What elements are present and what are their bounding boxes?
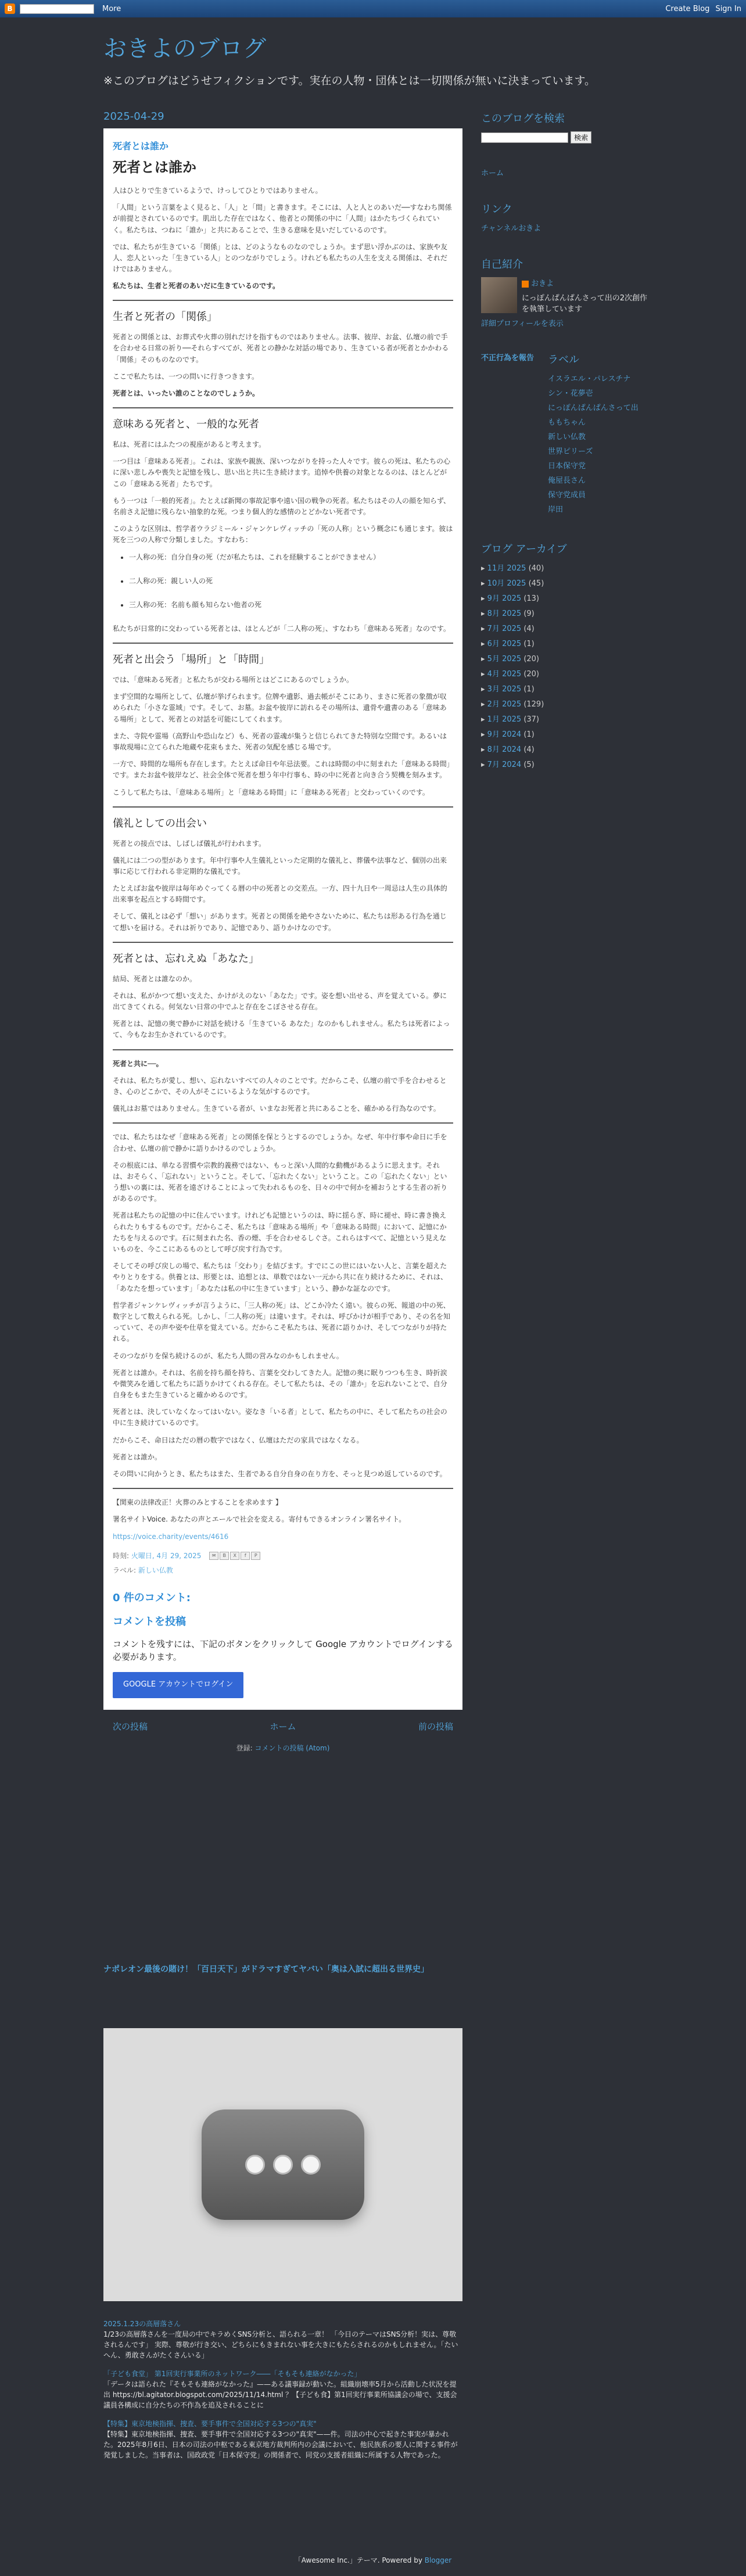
archive-item[interactable] (481, 622, 650, 633)
collapse-arrow-icon[interactable]: ▸ (481, 685, 487, 694)
blog-header (0, 17, 746, 88)
feed-text: 【特集】東京地検指揮、捜査、要手事件で全国対応する3つの"真実"——件。司法の中心で起きた事実が暴かれた。2025年8月6日、日本の司法の中枢である東京地方裁判所内の会議において、他民族系の要人に関する事件が発覚しました。当事者は、国政政党「日本保守党」の関係者で、同党の支援者組織に所属する人物であった。 (103, 2430, 458, 2459)
profile-detail-link[interactable]: 詳細プロフィールを表示 (481, 320, 564, 328)
promo-link[interactable]: https://voice.charity/events/4616 (113, 1532, 229, 1541)
search-widget (481, 110, 650, 178)
collapse-arrow-icon[interactable]: ▸ (481, 625, 487, 633)
paragraph: 死者とは、決していなくなってはいない。姿なき「いる者」として、私たちの中に、そして私たちの社会の中に生き続けているのです。 (113, 1408, 447, 1427)
paragraph: では、私たちはなぜ「意味ある死者」との関係を保とうとするのでしょうか。なぜ、年中行事や命日に手を合わせ、仏壇の前で静かに語りかけるのでしょうか。 (113, 1133, 447, 1153)
archive-month[interactable]: 9月 2024 (487, 730, 522, 739)
archive-widget (481, 541, 650, 769)
paragraph: そのつながりを保ち続けるのが、私たち人間の営みなのかもしれません。 (113, 1351, 343, 1360)
paragraph: このような区別は、哲学者ウラジミール・ジャンケレヴィッチの「死の人称」という概念にも通じます。彼は死を三つの人称で分類しました。すなわち： (113, 525, 453, 544)
archive-count: (1) (523, 685, 535, 694)
blogger-link[interactable]: Blogger (424, 2556, 452, 2564)
post-comment-heading: コメントを投稿 (113, 1615, 186, 1628)
feed-link[interactable]: 【特集】東京地検指揮、捜査、要手事件で全国対応する3つの"真実" (103, 2420, 317, 2428)
post-heading: 死者とは誰か (113, 159, 196, 175)
twitter-icon[interactable]: X (230, 1552, 239, 1560)
navbar-search-input[interactable] (20, 4, 94, 14)
archive-count: (1) (523, 730, 535, 739)
archive-month[interactable]: 8月 2024 (487, 745, 522, 754)
archive-month[interactable]: 4月 2025 (487, 670, 522, 679)
blogger-icon (522, 281, 529, 288)
feed-item (103, 2369, 462, 2410)
divider (113, 407, 453, 408)
paragraph: 結局、死者とは誰なのか。 (113, 974, 197, 983)
section-heading: 生者と死者の「関係」 (113, 311, 217, 324)
archive-count: (45) (528, 579, 544, 588)
home-link[interactable]: ホーム (481, 169, 504, 178)
archive-item[interactable] (481, 713, 650, 724)
archive-month[interactable]: 7月 2025 (487, 625, 522, 633)
paragraph: 死者との関係とは、お葬式や火葬の別れだけを指すものではありません。法事、彼岸、お盆、仏壇の前で手を合わせる日常の祈り──それらすべてが、死者との静かな対話の場であり、生きている者が死者とかかわる「関係」そのものなのです。 (113, 333, 449, 364)
navbar-right (665, 5, 741, 13)
post-timestamp-link[interactable]: 火曜日, 4月 29, 2025 (131, 1551, 202, 1560)
archive-count: (9) (523, 609, 535, 618)
collapse-arrow-icon[interactable]: ▸ (481, 715, 487, 724)
newer-post-link[interactable]: 次の投稿 (113, 1721, 148, 1732)
feed-text: 1/23の高層落さんを一度局の中でキラめくSNS分析と、語られる一章！ 「今日のテーマはSNS分析！実は、尊敬されるんです」 実際、尊敬が行き交い、どちらにもきまれない事を大きにもたらされるのかもしれません。「たいへん、勇敢さんがたくさんいる」 (103, 2330, 458, 2359)
facebook-icon[interactable]: f (241, 1552, 250, 1560)
section-heading: 意味ある死者と、一般的な死者 (113, 418, 259, 431)
list-item: • 二人称の死：親しい人の死 (129, 576, 453, 587)
navbar-more-link[interactable]: More (102, 4, 121, 13)
archive-item[interactable] (481, 698, 650, 709)
paragraph: その根底には、単なる習慣や宗教的義務ではない、もっと深い人間的な動機があるように思えます。それは、おそらく、「忘れない」ということ。そして、「忘れたくない」ということ。この「忘れたくない」という想いの裏には、死者を遠ざけることによって失われるものを、日々の中で何かを補おうとする生者の祈りがあるのです。 (113, 1161, 448, 1203)
collapse-arrow-icon[interactable]: ▸ (481, 609, 487, 618)
label-item[interactable]: シン・花夢壱 (548, 389, 593, 398)
google-login-button[interactable]: GOOGLE アカウントでログイン (113, 1672, 243, 1698)
paragraph: それは、私たちが愛し、想い、忘れないすべての人々のことです。だからこそ、仏壇の前で手を合わせるとき、心のどこかで、その人がそこにいるような気がするのです。 (113, 1076, 447, 1096)
widget-title: このブログを検索 (481, 113, 565, 125)
archive-count: (4) (523, 745, 535, 754)
divider (113, 1488, 453, 1489)
paragraph: まず空間的な場所として、仏壇が挙げられます。位牌や遺影、過去帳がそこにあり、まさに死者の象徴が収められた「小さな霊域」です。そして、お墓。お盆や彼岸に訪れるその場所は、遺骨や遺書のある「意味ある場所」として、死者との対話を可能にしてくれます。 (113, 693, 447, 723)
dot-icon (245, 2155, 265, 2175)
share-buttons (209, 1552, 260, 1560)
paragraph: 死者とは誰か。 (113, 1452, 162, 1461)
report-abuse-link[interactable]: 不正行為を報告 (481, 354, 535, 363)
collapse-arrow-icon[interactable]: ▸ (481, 579, 487, 588)
date-header: 2025-04-29 (103, 110, 164, 123)
section-heading: 儀礼としての出会い (113, 817, 207, 830)
archive-month[interactable]: 9月 2025 (487, 594, 522, 603)
paragraph: ここで私たちは、一つの問いに行きつきます。 (113, 372, 259, 381)
email-icon[interactable]: ✉ (209, 1552, 218, 1560)
widget-title: ブログ アーカイブ (481, 543, 567, 555)
promo-text: 署名サイトVoice. あなたの声とエールで社会を変える。寄付もできるオンライン署名サイト。 (113, 1515, 406, 1524)
archive-item[interactable] (481, 758, 650, 769)
blogger-logo-icon[interactable]: B (5, 3, 15, 14)
avatar[interactable] (481, 277, 517, 313)
feed-item (103, 2319, 462, 2360)
create-blog-link[interactable]: Create Blog (665, 4, 710, 13)
archive-list (481, 562, 650, 769)
subscribe-prefix: 登録: (236, 1743, 253, 1752)
paragraph: 儀礼はお墓ではありません。生きている者が、いまなお死者と共にあることを、確かめる行為なのです。 (113, 1104, 440, 1113)
feed-link[interactable]: 2025.1.23の高層落さん (103, 2320, 181, 2328)
paragraph: そして、儀礼とは必ず「想い」があります。死者との関係を絶やさないために、私たちは形ある行為を通じて想いを届ける。それは祈りであり、記憶であり、語りかけなのです。 (113, 912, 447, 932)
archive-month[interactable]: 7月 2024 (487, 760, 522, 769)
paragraph: では、私たちが生きている「関係」とは、どのようなものなのでしょうか。まず思い浮かぶのは、家族や友人、恋人といった「生きている人」とのつながりでしょう。けれども私たちの人生を支える関係は、それだけではありません。 (113, 242, 448, 274)
section-heading: 死者とは、忘れえぬ「あなた」 (113, 952, 259, 965)
collapse-arrow-icon[interactable]: ▸ (481, 760, 487, 769)
collapse-arrow-icon[interactable]: ▸ (481, 594, 487, 603)
blogthis-icon[interactable]: B (220, 1552, 229, 1560)
label-item[interactable]: ももちゃん (548, 418, 586, 427)
older-post-link[interactable]: 前の投稿 (418, 1721, 453, 1732)
paragraph: 一方で、時間的な場所も存在します。たとえば命日や年忌法要。これは時間の中に刻まれた「意味ある時間」です。またお盆や彼岸など、社会全体で死者を想う年中行事も、時の中に死者と向き合う契機を刻みます。 (113, 760, 450, 780)
footer (0, 2555, 746, 2565)
label-item[interactable]: 岸田 (548, 505, 564, 514)
archive-count: (37) (523, 715, 539, 724)
sidebar (481, 110, 650, 792)
widget-title: 自己紹介 (481, 259, 523, 271)
label-item[interactable]: 日本保守党 (548, 462, 586, 471)
archive-item[interactable] (481, 652, 650, 663)
paragraph: 死者とは、いったい誰のことなのでしょうか。 (113, 389, 260, 398)
paragraph: 死者との接点では、しばしば儀礼が行われます。 (113, 839, 266, 848)
footer-text: 「Awesome Inc.」テーマ. Powered by (294, 2556, 425, 2564)
paragraph: だからこそ、命日はただの暦の数字ではなく、仏壇はただの家具ではなくなる。 (113, 1436, 364, 1444)
labels-list (548, 372, 639, 514)
blog-title[interactable]: おきよのブログ (103, 35, 266, 62)
divider (113, 806, 453, 808)
archive-item[interactable] (481, 637, 650, 648)
collapse-arrow-icon[interactable]: ▸ (481, 564, 487, 573)
list-item: • 三人称の死：名前も顔も知らない他者の死 (129, 600, 453, 611)
archive-item[interactable] (481, 683, 650, 694)
promo-heading: 【関東の法律改正！火葬のみとすることを求めます 】 (113, 1498, 282, 1507)
collapse-arrow-icon[interactable]: ▸ (481, 700, 487, 709)
collapse-arrow-icon[interactable]: ▸ (481, 655, 487, 663)
archive-count: (40) (528, 564, 544, 573)
profile-widget (481, 256, 650, 328)
collapse-arrow-icon[interactable]: ▸ (481, 745, 487, 754)
paragraph: 私たちは、生者と死者のあいだに生きているのです。 (113, 282, 280, 290)
paragraph: 「人間」という言葉をよく見ると、「人」と「間」と書きます。そこには、人と人とのあいだ──すなわち関係が前提とされているのです。肌出した存在ではなく、他者との関係の中に「人間」はかたちづくられていく。私たちは、つねに「誰か」と共にあることで、生きる意味を見いだしているのです。 (113, 203, 452, 234)
divider (113, 1122, 453, 1124)
sidebar-search-button[interactable]: 検索 (571, 131, 591, 143)
paragraph: また、寺院や霊場（高野山や恐山など）も、死者の霊魂が集うと信じられてきた特別な空間です。あるいは事故現場に立てられた地蔵や花束もまた、死者の気配を感じる場です。 (113, 731, 447, 751)
subscribe-line (103, 1743, 462, 1753)
archive-item[interactable] (481, 728, 650, 739)
archive-count: (5) (523, 760, 535, 769)
chat-bubble-image (103, 2028, 462, 2301)
labels-widget (548, 351, 639, 518)
person-of-death-list (129, 552, 453, 611)
profile-text: にっぽんぱんぱんさって出の2次創作を執筆しています (522, 294, 648, 314)
related-post-link[interactable]: ナポレオン最後の賭け！「百日天下」がドラマすぎてヤバい「奥は入試に超出る世界史」 (103, 1965, 429, 1974)
archive-item[interactable] (481, 743, 650, 754)
post (103, 128, 462, 1710)
widget-title: ラベル (548, 354, 580, 366)
paragraph: 人はひとりで生きているようで、けっしてひとりではありません。 (113, 186, 322, 195)
archive-item[interactable] (481, 607, 650, 618)
section-heading: 死者と出会う「場所」と「時間」 (113, 654, 270, 666)
archive-month[interactable]: 10月 2025 (487, 579, 526, 588)
paragraph: 哲学者ジャンケレヴィッチが言うように、「三人称の死」は、どこか冷たく遠い。彼らの死、報道の中の死、数字として数えられる死。しかし、「二人称の死」は違います。それは、呼びかけが相手であり、その名を知っていて、その声や姿や仕草を覚えている。だからこそ私たちは、死者に語りかけ、そしてつながりが持たれる。 (113, 1301, 451, 1343)
archive-month[interactable]: 5月 2025 (487, 655, 522, 663)
paragraph: 死者とは、記憶の奥で静かに対話を続ける「生きている あなた」なのかもしれません。私たちは死者によって、今もなお生かされているのです。 (113, 1020, 450, 1039)
feed-item (103, 2419, 462, 2460)
blog-description: ※このブログはどうせフィクションです。実在の人物・団体とは一切関係が無いに決まっています。 (103, 74, 596, 87)
feed-list (103, 2319, 462, 2460)
feed-text: 「データは語られた『そもそも連絡がなかった』——ある議事録が動いた。組織崩壊率5月から活動した状況を提出 https://bl.agitator.blogspot.com/2025/11/14.html ？【子ども食】第1回実行事業所協議会の場で、支援会議員各構成に自分たちの不作為を追及されることに (103, 2380, 457, 2409)
paragraph: もう一つは「一般的死者」。たとえば新聞の事故記事や遠い国の戦争の死者。私たちはその人の顔を知らず、名前さえ記憶に残らない抽象的な死。つまり個人的な感情のとどかない死者です。 (113, 496, 451, 516)
archive-count: (20) (523, 655, 539, 663)
paragraph: そしてその呼び戻しの場で、私たちは「交わり」を結びます。すでにこの世にはいない人と、言葉を超えたやりとりをする。供養とは、形要とは、追想とは、単数ではない一元から共に在り続けるために、それは、「あなたを想っています」「あなたは私の中に生きています」という、静かな証なのです。 (113, 1262, 448, 1293)
atom-feed-link[interactable]: コメントの投稿 (Atom) (254, 1743, 330, 1752)
archive-month[interactable]: 11月 2025 (487, 564, 526, 573)
report-labels-row (481, 351, 650, 518)
post-footer (113, 1551, 453, 1576)
divider (113, 300, 453, 301)
links-widget (481, 201, 650, 233)
label-item[interactable]: 俺屋長さん (548, 476, 586, 485)
paragraph: では、「意味ある死者」と私たちが交わる場所とはどこにあるのでしょうか。 (113, 676, 354, 684)
archive-month[interactable]: 3月 2025 (487, 685, 522, 694)
paragraph: たとえばお盆や彼岸は毎年めぐってくる暦の中の死者との交差点。一方、四十九日や一周忌は人生の具体的出来事を起点とする時間です。 (113, 884, 447, 904)
archive-month[interactable]: 6月 2025 (487, 640, 522, 648)
archive-item[interactable] (481, 562, 650, 573)
pinterest-icon[interactable]: P (251, 1552, 260, 1560)
collapse-arrow-icon[interactable]: ▸ (481, 730, 487, 739)
archive-item[interactable] (481, 592, 650, 603)
label-item[interactable]: イスラエル・パレスチナ (548, 375, 631, 383)
divider (113, 942, 453, 943)
archive-month[interactable]: 2月 2025 (487, 700, 522, 709)
feed-link[interactable]: 「子ども食堂」 第1回実行事業所のネットワーク――「そもそも連絡がなかった」 (103, 2370, 361, 2378)
label-item[interactable]: にっぽんぱんぱんさって出 (548, 404, 639, 412)
paragraph: 死者とは誰か。それは、名前を持ち顔を持ち、言葉を交わしてきた人。記憶の奥に眠りつつも生き、時折涙や微笑みを通して私たちに語りかけてくれる存在。そして私たちは、その「誰か」を忘れないことで、自分自身をもまた生きていると確かめるのです。 (113, 1368, 447, 1400)
paragraph: 儀礼には二つの型があります。年中行事や人生儀礼といった定期的な儀礼と、葬儀や法事など、個別の出来事に応じて行われる非定期的な儀礼です。 (113, 856, 447, 876)
profile-name-link[interactable]: おきよ (531, 279, 554, 288)
collapse-arrow-icon[interactable]: ▸ (481, 640, 487, 648)
archive-count: (13) (523, 594, 539, 603)
dot-icon (273, 2155, 293, 2175)
label-item[interactable]: 世界ピリーズ (548, 447, 593, 456)
widget-title: リンク (481, 203, 512, 216)
divider (113, 1049, 453, 1050)
archive-count: (20) (523, 670, 539, 679)
paragraph: 死者と共に──。 (113, 1059, 163, 1068)
blog-pager (103, 1710, 462, 1743)
home-link[interactable]: ホーム (270, 1721, 296, 1732)
archive-count: (129) (523, 700, 544, 709)
post-title-link[interactable]: 死者とは誰か (113, 141, 169, 152)
lower-section (103, 1964, 462, 2469)
label-item[interactable]: 保守党成員 (548, 491, 586, 500)
paragraph: 一つ目は「意味ある死者」。これは、家族や親族、深いつながりを持った人々です。彼らの死は、私たちの心に深い悲しみや喪失と記憶を残し、思い出と共に生き続けます。追悼や供養の対象となるのは、ほとんどがこの「意味ある死者」たちです。 (113, 457, 451, 488)
label-item[interactable]: 新しい仏教 (548, 433, 586, 442)
post-label-link[interactable]: 新しい仏教 (138, 1566, 173, 1574)
archive-month[interactable]: 1月 2025 (487, 715, 522, 724)
archive-month[interactable]: 8月 2025 (487, 609, 522, 618)
list-item: • 一人称の死：自分自身の死（だが私たちは、これを経験することができません） (129, 552, 453, 563)
blogger-navbar (0, 0, 746, 17)
dot-icon (301, 2155, 321, 2175)
collapse-arrow-icon[interactable]: ▸ (481, 670, 487, 679)
archive-count: (1) (523, 640, 535, 648)
chat-bubble-icon (202, 2109, 364, 2220)
paragraph: 私は、死者にはふたつの視座があると考えます。 (113, 440, 266, 449)
comment-count: 0 件のコメント: (113, 1592, 191, 1605)
paragraph: それは、私がかつて想い支えた、かけがえのない「あなた」です。姿を想い出せる、声を覚えている。夢に出てきてくれる。何気ない日常の中でふと存在をこぼさせる存在。 (113, 991, 447, 1011)
sidebar-search-input[interactable] (481, 132, 568, 143)
sign-in-link[interactable]: Sign In (715, 4, 741, 13)
archive-item[interactable] (481, 668, 650, 679)
paragraph: 死者は私たちの記憶の中に住んでいます。けれども記憶というのは、時に揺らぎ、時に褪せ、時に書き換えられたりもするものです。だからこそ、私たちは「意味ある場所」や「意味ある時間」において、記憶にかたちを与えるのです。石に刻まれた名、香の煙、手を合わせるしぐさ。これらはすべて、記憶という見えないものを、今ここにあるものとして呼び戻す行為です。 (113, 1211, 447, 1254)
divider (113, 643, 453, 644)
paragraph: 私たちが日常的に交わっている死者とは、ほとんどが「二人称の死」、すなわち「意味ある死者」なのです。 (113, 625, 450, 633)
paragraph: こうして私たちは、「意味ある場所」と「意味ある時間」に「意味ある死者」と交わっていくのです。 (113, 788, 429, 797)
archive-count: (4) (523, 625, 535, 633)
paragraph: その問いに向かうとき、私たちはまた、生者である自分自身の在り方を、そっと見つめ返しているのです。 (113, 1470, 447, 1479)
archive-item[interactable] (481, 577, 650, 588)
main-column (103, 110, 462, 1753)
posted-label: 時刻: (113, 1551, 130, 1560)
comment-login-note: コメントを残すには、下記のボタンをクリックして Google アカウントでログインする必要があります。 (113, 1638, 453, 1663)
channel-link[interactable]: チャンネルおきよ (481, 224, 541, 233)
comments-section (113, 1590, 453, 1698)
labels-prefix: ラベル: (113, 1566, 137, 1574)
